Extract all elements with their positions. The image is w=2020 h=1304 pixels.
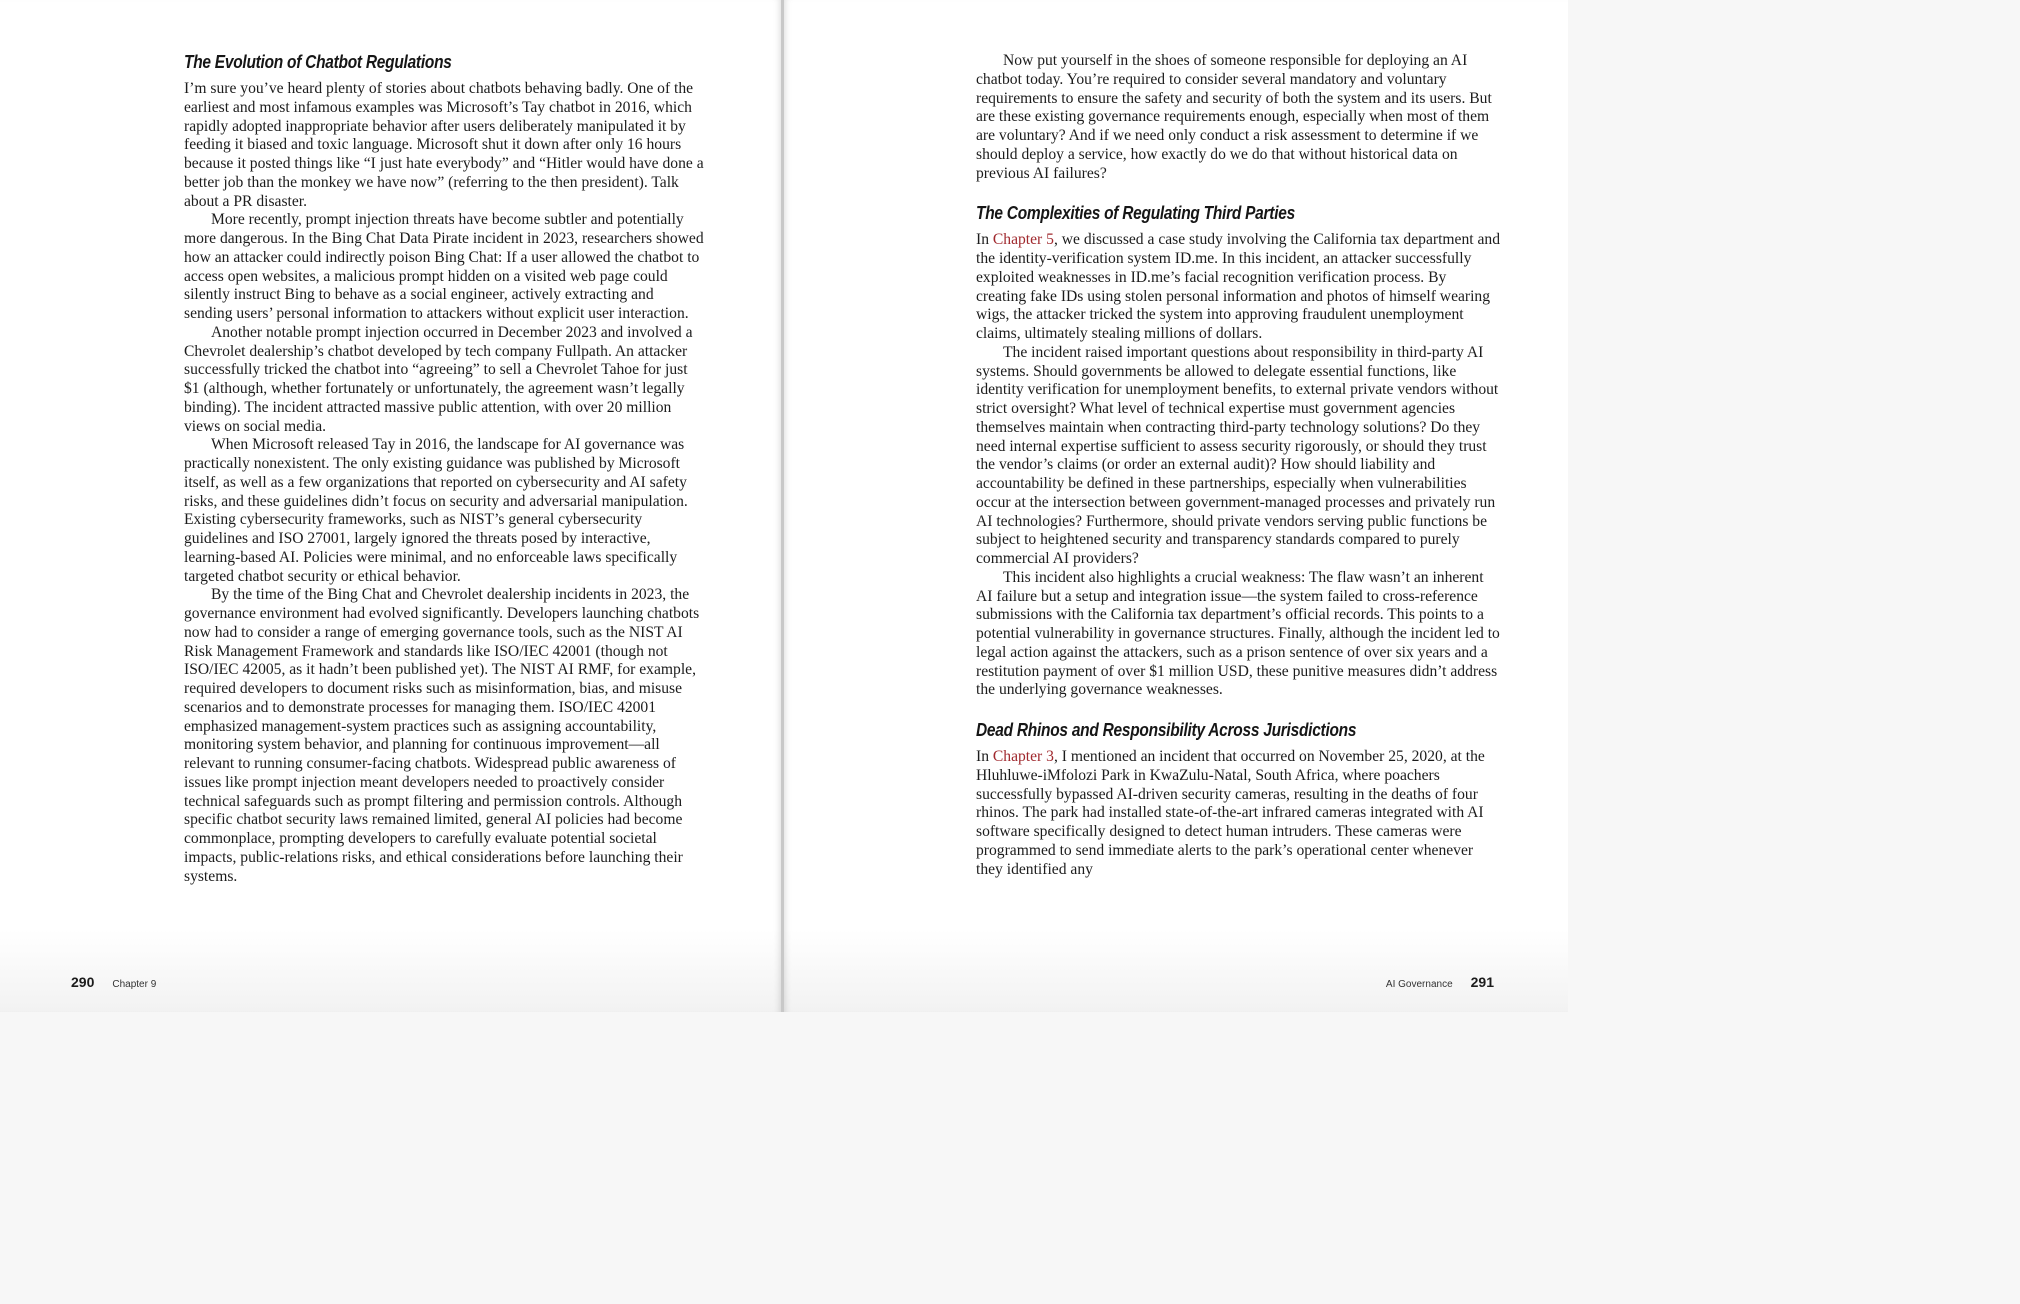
chapter-5-link[interactable]: Chapter 5 [992, 231, 1054, 249]
chapter-3-link[interactable]: Chapter 3 [992, 748, 1054, 765]
body-paragraph: Now put yourself in the shoes of someone responsible for deploying an AI chatbot today. You’re required to consider several mandatory and voluntary requirements to ensure the safety and security of both the system and its users. But are these existing governance requirements enough, especially when most of them are voluntary? And if we need only conduct a risk assessment to determine if we should deploy a service, how exactly do we do that without historical data on previous AI failures? [976, 52, 1492, 182]
page-number: 290 [71, 974, 95, 990]
page-footer-left [71, 974, 156, 992]
body-paragraph: By the time of the Bing Chat and Chevrolet dealership incidents in 2023, the governance environment had evolved significantly. Developers launching chatbots now had to consider a range of emerging governance tools, such as the NIST AI Risk Management Framework and standards like ISO/IEC 42001 (though not ISO/IEC 42005, as it hadn’t been published yet). The NIST AI RMF, for example, required developers to document risks such as misinformation, bias, and misuse scenarios and to demonstrate processes for managing them. ISO/IEC 42001 emphasized management-system practices such as assigning accountability, monitoring system behavior, and planning for continuous improvement—all relevant to running consumer-facing chatbots. Widespread public awareness of issues like prompt injection meant developers needed to proactively consider technical safeguards such as prompt filtering and permission controls. Although specific chatbot security laws remained limited, general AI policies had become commonplace, prompting developers to carefully evaluate potential societal impacts, public-relations risks, and ethical considerations before launching their systems. [184, 586, 700, 885]
running-footer-title: AI Governance [1385, 979, 1453, 990]
section-heading-third-parties: The Complexities of Regulating Third Parties [976, 203, 1295, 224]
page-footer-right [1386, 974, 1494, 992]
page-number: 291 [1470, 974, 1494, 990]
left-text-column [184, 52, 706, 886]
body-paragraph: I’m sure you’ve heard plenty of stories about chatbots behaving badly. One of the earliest and most infamous examples was Microsoft’s Tay chatbot in 2016, which rapidly adopted inappropriate behavior after users deliberately manipulated it by feeding it biased and toxic language. Microsoft shut it down after only 16 hours because it posted things like “I just hate everybody” and “Hitler would have done a better job than the monkey we have now” (referring to the then president). Talk about a PR disaster. [184, 80, 704, 210]
body-paragraph: In Chapter 5, we discussed a case study involving the California tax department and the identity-verification system ID.me. In this incident, an attacker successfully exploited weaknesses in ID.me’s facial recognition verification process. By creating fake IDs using stolen personal information and photos of himself wearing wigs, the attacker tricked the system into approving fraudulent unemployment claims, ultimately stealing millions of dollars. [976, 231, 1500, 342]
running-footer-chapter: Chapter 9 [112, 979, 157, 990]
body-paragraph: Another notable prompt injection occurred in December 2023 and involved a Chevrolet dealership’s chatbot developed by tech company Fullpath. An attacker successfully tricked the chatbot into “agreeing” to sell a Chevrolet Tahoe for just $1 (although, whether fortunately or unfortunately, the agreement wasn’t legally binding). The incident attracted massive public attention, with over 20 million views on social media. [184, 323, 693, 435]
body-paragraph: More recently, prompt injection threats have become subtler and potentially more dangerous. In the Bing Chat Data Pirate incident in 2023, researchers showed how an attacker could indirectly poison Bing Chat: If a user allowed the chatbot to access open websites, a malicious prompt hidden on a visited web page could silently instruct Bing to behave as a social engineer, actively extracting and sending users’ personal information to attackers without explicit user interaction. [184, 211, 704, 322]
left-page [0, 0, 781, 1012]
body-paragraph: When Microsoft released Tay in 2016, the landscape for AI governance was practically nonexistent. The only existing guidance was published by Microsoft itself, as well as a few organizations that reported on cybersecurity and AI safety risks, and these guidelines didn’t focus on security and adversarial manipulation. Existing cybersecurity frameworks, such as NIST’s general cybersecurity guidelines and ISO 27001, largely ignored the threats posed by interactive, learning-based AI. Policies were minimal, and no enforceable laws specifically targeted chatbot security or ethical behavior. [184, 436, 688, 585]
body-paragraph: The incident raised important questions about responsibility in third-party AI systems. Should governments be allowed to delegate essential functions, like identity verification for unemployment benefits, to external private vendors without strict oversight? What level of technical expertise must government agencies themselves maintain when contracting third-party technology solutions? Do they need internal expertise sufficient to assess security rigorously, or should they trust the vendor’s claims (or order an external audit)? How should liability and accountability be defined in these partnerships, especially when vulnerabilities occur at the intersection between government-managed processes and privately run AI technologies? Furthermore, should private vendors serving public functions be subject to heightened security and transparency standards compared to purely commercial AI providers? [976, 343, 1499, 567]
section-heading-chatbot-regulations: The Evolution of Chatbot Regulations [184, 52, 452, 72]
body-paragraph: In Chapter 3, I mentioned an incident that occurred on November 25, 2020, at the Hluhluwe-iMfolozi Park in KwaZulu-Natal, South Africa, where poachers successfully bypassed AI-driven security cameras, resulting in the deaths of four rhinos. The park had installed state-of-the-art infrared cameras integrated with AI software specifically designed to detect human intruders. These cameras were programmed to send immediate alerts to the park’s operational center whenever they identified any [976, 748, 1485, 878]
body-paragraph: This incident also highlights a crucial weakness: The flaw wasn’t an inherent AI failure but a setup and integration issue—the system failed to cross-reference submissions with the California tax department’s official records. This points to a potential vulnerability in governance structures. Finally, although the incident led to legal action against the attackers, such as a prison sentence of over six years and a restitution payment of over $1 million USD, these punitive measures didn’t address the underlying governance weaknesses. [976, 568, 1500, 699]
right-text-column [976, 52, 1500, 879]
right-page [784, 0, 1568, 1012]
section-heading-dead-rhinos: Dead Rhinos and Responsibility Across Jurisdictions [976, 720, 1357, 740]
